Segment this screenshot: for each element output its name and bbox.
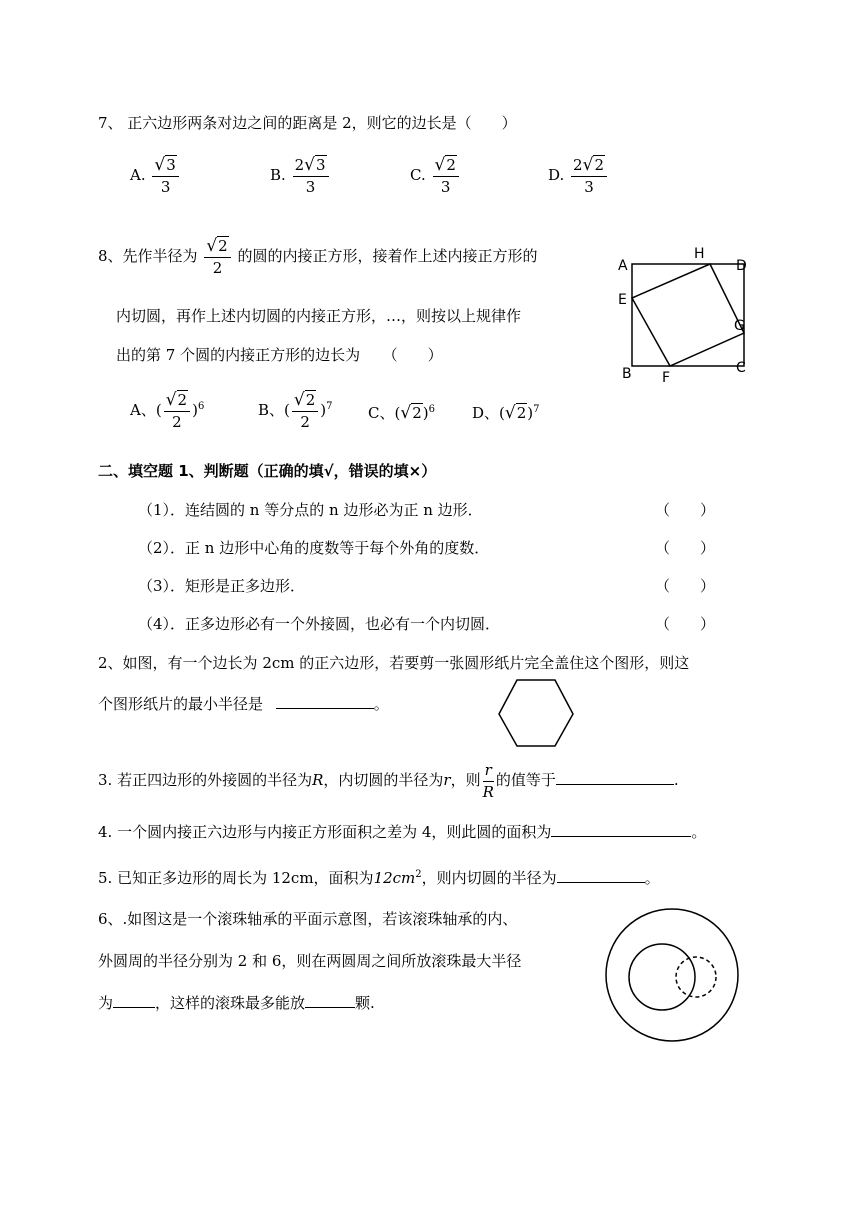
label-a: A <box>618 258 628 274</box>
q2-line1: 2、如图，有一个边长为 2cm 的正六边形，若要剪一张圆形纸片完全盖住这个图形，则这 <box>98 654 690 672</box>
q7-b-fraction: $\frac{2√3}{3}$ <box>293 155 329 197</box>
inner-square <box>632 264 744 366</box>
judge-paren-2[interactable]: （ ） <box>655 539 716 557</box>
ball-circle <box>676 957 716 997</box>
q8-option-c[interactable]: C、$(√2)^6$ <box>368 403 435 423</box>
judge-item-2: （2）．正 n 边形中心角的度数等于每个外角的度数． <box>138 539 490 557</box>
q8-option-d[interactable]: D、$(√2)^7$ <box>472 403 540 423</box>
label-f: F <box>662 370 671 385</box>
q4-answer-blank[interactable] <box>551 820 691 837</box>
q3-fraction: $\frac{r}{R}$ <box>482 761 494 801</box>
q7-option-d[interactable]: D. $\frac{2√2}{3}$ <box>548 155 609 197</box>
q5-line: 5. 已知正多边形的周长为 12cm，面积为$12cm^2$，则内切圆的半径为 。 <box>98 866 660 888</box>
q7-a-fraction: $\frac{√3}{3}$ <box>152 155 178 197</box>
judge-item-1: （1）．连结圆的 n 等分点的 n 边形必为正 n 边形． <box>138 501 483 519</box>
q8-option-a[interactable]: A、( $\frac{√2}{2}$ )$^6$ <box>130 390 205 431</box>
q8-option-b[interactable]: B、( $\frac{√2}{2}$ )$^7$ <box>258 390 333 431</box>
q3-line: 3. 若正四边形的外接圆的半径为R，内切圆的半径为r，则 $\frac{r}{R}$ 的值等于 . <box>98 761 679 801</box>
q8-line1: 8、先作半径为 $\frac{√2}{2}$ 的圆的内接正方形，接着作上述内接正方形的 <box>98 236 538 277</box>
judge-item-3: （3）．矩形是正多边形． <box>138 577 306 595</box>
bearing-figure <box>594 907 754 1047</box>
q5-answer-blank[interactable] <box>557 866 645 883</box>
outer-circle <box>606 909 738 1041</box>
q2-line2: 个图形纸片的最小半径是 。 <box>98 692 389 714</box>
q3-answer-blank[interactable] <box>556 768 674 785</box>
section2-heading: 二、填空题 1、判断题（正确的填√，错误的填×） <box>98 462 437 480</box>
q7-c-fraction: $\frac{√2}{3}$ <box>433 155 459 197</box>
q8-line3: 出的第 7 个圆的内接正方形的边长为 （ ） <box>116 346 443 364</box>
judge-item-4: （4）．正多边形必有一个外接圆，也必有一个内切圆． <box>138 615 501 633</box>
hexagon-shape <box>499 680 573 746</box>
q8-square-figure <box>612 240 772 385</box>
q7-d-fraction: $\frac{2√2}{3}$ <box>571 155 607 197</box>
q2-answer-blank[interactable] <box>276 692 374 709</box>
q8-line2: 内切圆，再作上述内切圆的内接正方形，…，则按以上规律作 <box>116 307 522 325</box>
judge-paren-4[interactable]: （ ） <box>655 615 716 633</box>
label-b: B <box>622 366 632 382</box>
label-e: E <box>618 292 627 308</box>
q7-option-b[interactable]: B. $\frac{2√3}{3}$ <box>270 155 331 197</box>
q6-line2: 外圆周的半径分别为 2 和 6，则在两圆周之间所放滚珠最大半径 <box>98 952 522 970</box>
judge-paren-3[interactable]: （ ） <box>655 577 716 595</box>
label-h: H <box>694 246 705 262</box>
q6-line3: 为 ，这样的滚珠最多能放 颗. <box>98 991 375 1013</box>
q8-radius-fraction: $\frac{√2}{2}$ <box>204 236 230 278</box>
q6-blank-count[interactable] <box>305 991 355 1008</box>
label-c: C <box>736 360 746 376</box>
judge-paren-1[interactable]: （ ） <box>655 501 716 519</box>
q6-line1: 6、.如图这是一个滚珠轴承的平面示意图，若该滚珠轴承的内、 <box>98 910 518 928</box>
outer-square <box>632 264 744 366</box>
q7-option-c[interactable]: C. $\frac{√2}{3}$ <box>410 155 461 197</box>
q7-stem: 7、 正六边形两条对边之间的距离是 2，则它的边长是（ ） <box>98 114 517 132</box>
q6-blank-radius[interactable] <box>113 991 155 1008</box>
hexagon-figure <box>495 678 577 750</box>
q4-line: 4. 一个圆内接正六边形与内接正方形面积之差为 4，则此圆的面积为 。 <box>98 820 706 842</box>
q7-option-a[interactable]: A. $\frac{√3}{3}$ <box>130 155 181 197</box>
inner-circle <box>629 944 695 1010</box>
label-d: D <box>736 258 747 274</box>
label-g: G <box>734 318 745 334</box>
